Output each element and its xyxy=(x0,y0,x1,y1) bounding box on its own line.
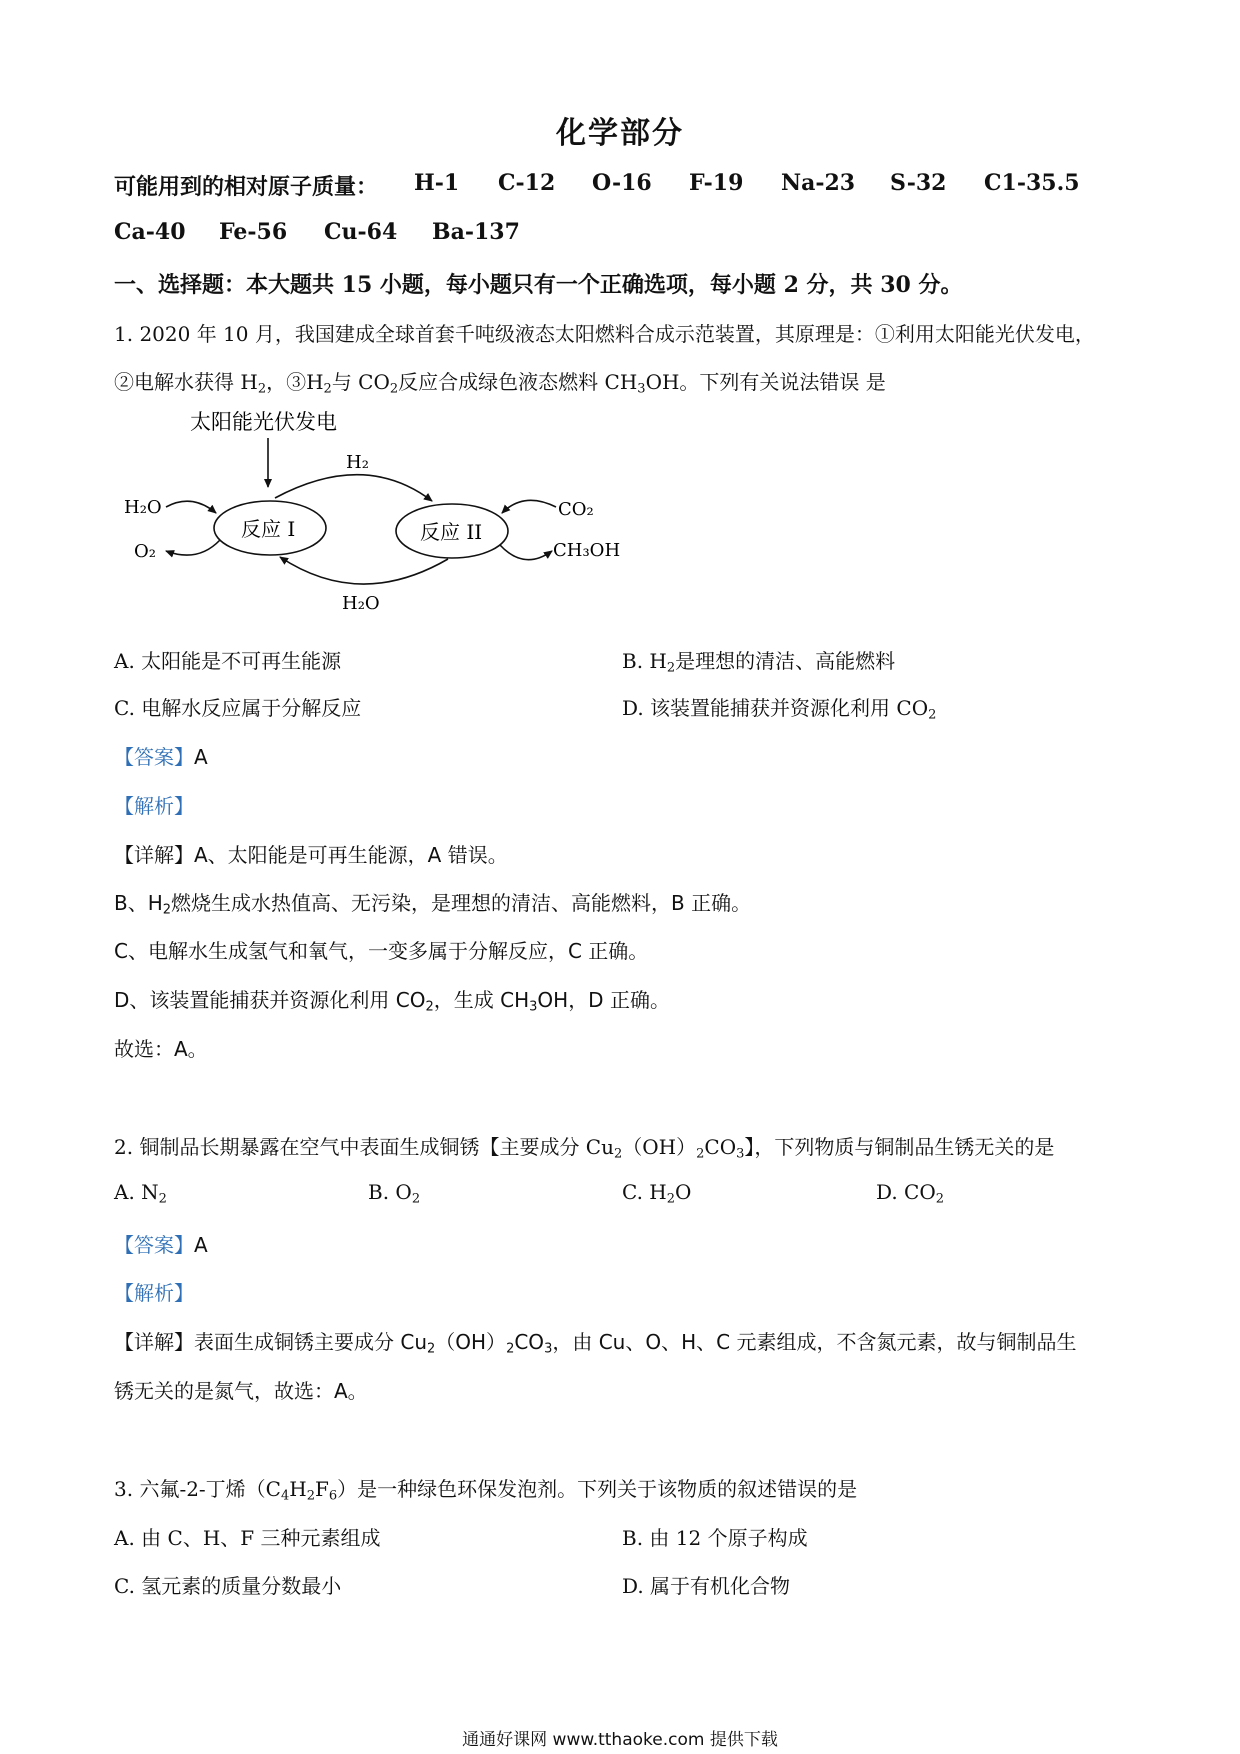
section-heading: 一、选择题：本大题共 15 小题，每小题只有一个正确选项，每小题 2 分，共 30 分。 xyxy=(114,272,963,298)
mass-item: H-1 xyxy=(414,170,460,196)
q2-stem: 2. 铜制品长期暴露在空气中表面生成铜锈【主要成分 $Cu_2(OH)_2CO_3$】，下列物质与铜制品生锈无关的是 xyxy=(114,1135,1055,1162)
q3-option-c: C. 氢元素的质量分数最小 xyxy=(114,1574,342,1598)
q1-option-c: C. 电解水反应属于分解反应 xyxy=(114,696,362,720)
q1-option-d: D. 该装置能捕获并资源化利用 $CO_2$ xyxy=(622,696,937,723)
q1-detail-5: 故选：A。 xyxy=(114,1037,208,1061)
mass-item: S-32 xyxy=(890,170,947,196)
q2-option-d: D. $CO_2$ xyxy=(876,1180,945,1207)
o2-out-arrow xyxy=(166,540,220,555)
h2o-in-label: H₂O xyxy=(124,497,162,518)
h2o-in-arrow xyxy=(166,501,216,513)
mass-item: F-19 xyxy=(689,170,744,196)
q3-option-b: B. 由 12 个原子构成 xyxy=(622,1526,808,1550)
o2-out-label: O₂ xyxy=(134,541,156,562)
ch3oh-out-arrow xyxy=(500,545,552,560)
q1-answer: 【答案】A xyxy=(114,745,208,769)
reaction-2-label: 反应 II xyxy=(420,520,483,544)
q3-option-a: A. 由 C、H、F 三种元素组成 xyxy=(114,1526,381,1550)
q2-option-c: C. $H_2O$ xyxy=(622,1180,692,1207)
mass-item: Fe-56 xyxy=(219,219,288,245)
q1-analysis-tag: 【解析】 xyxy=(114,794,194,818)
q1-detail-2: B、$H_2$燃烧生成水热值高、无污染，是理想的清洁、高能燃料，B 正确。 xyxy=(114,891,752,918)
atomic-masses-line1 xyxy=(114,170,1134,200)
mass-item: Na-23 xyxy=(781,170,856,196)
diagram-top-label: 太阳能光伏发电 xyxy=(190,410,337,434)
mass-item: Cu-64 xyxy=(324,219,398,245)
h2o-return-arrow xyxy=(280,557,448,584)
q2-option-a: A. $N_2$ xyxy=(114,1180,167,1207)
ch3oh-out-label: CH₃OH xyxy=(553,540,621,561)
q2-answer: 【答案】A xyxy=(114,1233,208,1257)
reaction-1-label: 反应 I xyxy=(241,517,296,541)
page-footer: 通通好课网 www.tthaoke.com 提供下载 xyxy=(462,1730,778,1750)
co2-in-arrow xyxy=(502,500,556,513)
q2-option-b: B. $O_2$ xyxy=(368,1180,421,1207)
mass-item: Ca-40 xyxy=(114,219,186,245)
q1-stem-line1: 1. 2020 年 10 月，我国建成全球首套千吨级液态太阳燃料合成示范装置，其原理是：①利用太阳能光伏发电， xyxy=(114,322,1095,346)
reaction-cycle-diagram xyxy=(110,405,670,620)
q1-detail-3: C、电解水生成氢气和氧气，一变多属于分解反应，C 正确。 xyxy=(114,939,649,963)
q1-option-b: B. $H_2$是理想的清洁、高能燃料 xyxy=(622,649,896,676)
co2-in-label: CO₂ xyxy=(558,499,594,520)
mass-item: Ba-137 xyxy=(432,219,520,245)
atomic-masses-label: 可能用到的相对原子质量： xyxy=(114,174,379,200)
q3-stem: 3. 六氟-2-丁烯$(C_4H_2F_6)$是一种绿色环保发泡剂。下列关于该物质的叙述错误的是 xyxy=(114,1477,858,1504)
q1-stem-line2: ②电解水获得 $H_2$，$③H_2$与 $CO_2$反应合成绿色液态燃料 $CH_3OH$。下列有关说法错误 是 xyxy=(114,370,886,397)
h2o-return-label: H₂O xyxy=(342,593,380,614)
mass-item: C-12 xyxy=(498,170,556,196)
q1-detail-1: 【详解】A、太阳能是可再生能源，A 错误。 xyxy=(114,843,508,867)
mass-item: O-16 xyxy=(592,170,652,196)
q1-detail-4: D、该装置能捕获并资源化利用 $CO_2$，生成 $CH_3OH$，D 正确。 xyxy=(114,988,670,1015)
q3-option-d: D. 属于有机化合物 xyxy=(622,1574,791,1598)
h2-arrow-label: H₂ xyxy=(346,452,369,473)
q2-analysis-tag: 【解析】 xyxy=(114,1281,194,1305)
page-title: 化学部分 xyxy=(556,116,684,151)
q1-option-a: A. 太阳能是不可再生能源 xyxy=(114,649,342,673)
q2-detail-1: 【详解】表面生成铜锈主要成分 $Cu_2(OH)_2CO_3$，由 Cu、O、H、C 元素组成，不含氮元素，故与铜制品生 xyxy=(114,1330,1077,1357)
mass-item: C1-35.5 xyxy=(984,170,1080,196)
h2-flow-arrow xyxy=(275,475,432,501)
atomic-masses-line2 xyxy=(114,219,714,249)
q2-detail-2: 锈无关的是氮气，故选：A。 xyxy=(114,1379,368,1403)
